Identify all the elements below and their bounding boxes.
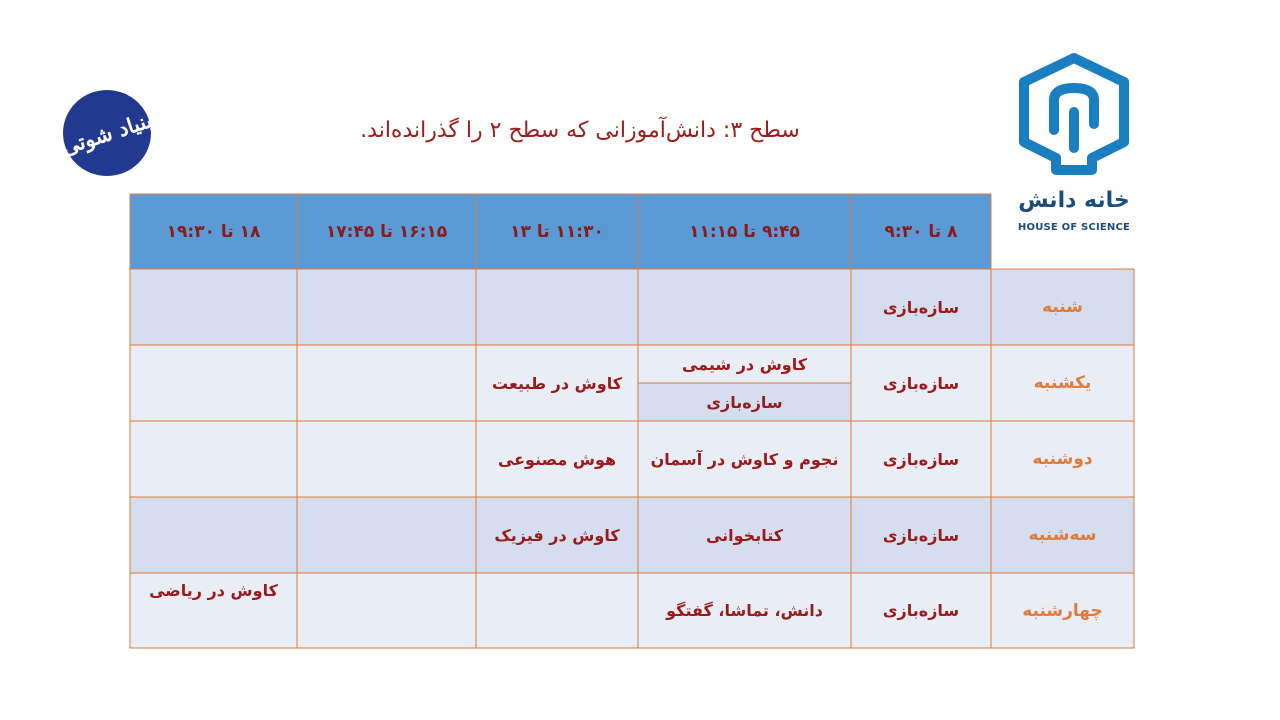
schedule-cell [297,421,476,497]
schedule-cell: هوش مصنوعی [476,421,638,497]
page-title: سطح ۳: دانش‌آموزانی که سطح ۲ را گذرانده‌اند. [360,118,800,143]
schedule-cell: سازه‌بازی [851,497,991,573]
schedule-cell: کاوش در فیزیک [476,497,638,573]
schedule-cell [130,421,297,497]
schedule-cell [130,269,297,345]
schedule-cell: کاوش در ریاضی [130,573,297,648]
schedule-cell [297,573,476,648]
schedule-cell: سازه‌بازی [851,345,991,421]
schedule-cell: کتابخوانی [638,497,851,573]
day-label: سه‌شنبه [991,497,1134,573]
schedule-cell: دانش، تماشا، گفتگو [638,573,851,648]
house-of-science-logo [1010,52,1138,242]
schedule-cell: سازه‌بازی [851,421,991,497]
schedule-cell [297,345,476,421]
bonyad-logo [58,90,156,176]
day-label: دوشنبه [991,421,1134,497]
bonyad-logo-text: بنیاد شوتی [58,106,156,160]
schedule-cell [476,573,638,648]
header-time-slot: ۱۱:۳۰ تا ۱۳ [476,194,638,269]
day-label: یکشنبه [991,345,1134,421]
schedule-cell [476,269,638,345]
day-label: چهارشنبه [991,573,1134,648]
schedule-cell: نجوم و کاوش در آسمان [638,421,851,497]
schedule-cell [130,497,297,573]
schedule-cell: سازه‌بازی [851,269,991,345]
house-logo-icon [1016,52,1132,182]
day-label: شنبه [991,269,1134,345]
schedule-cell: کاوش در شیمی [638,345,851,383]
house-logo-english: HOUSE OF SCIENCE [1017,222,1131,233]
schedule-cell [130,345,297,421]
header-time-slot: ۱۸ تا ۱۹:۳۰ [130,194,297,269]
schedule-subcell: سازه‌بازی [638,383,851,421]
header-time-slot: ۱۶:۱۵ تا ۱۷:۴۵ [297,194,476,269]
schedule-cell [638,269,851,345]
schedule-cell: کاوش در طبیعت [476,345,638,421]
header-time-slot: ۹:۴۵ تا ۱۱:۱۵ [638,194,851,269]
house-logo-persian: خانه دانش [1018,188,1130,213]
schedule-cell [297,497,476,573]
schedule-cell: سازه‌بازی [851,573,991,648]
header-time-slot: ۸ تا ۹:۳۰ [851,194,991,269]
schedule-cell [297,269,476,345]
